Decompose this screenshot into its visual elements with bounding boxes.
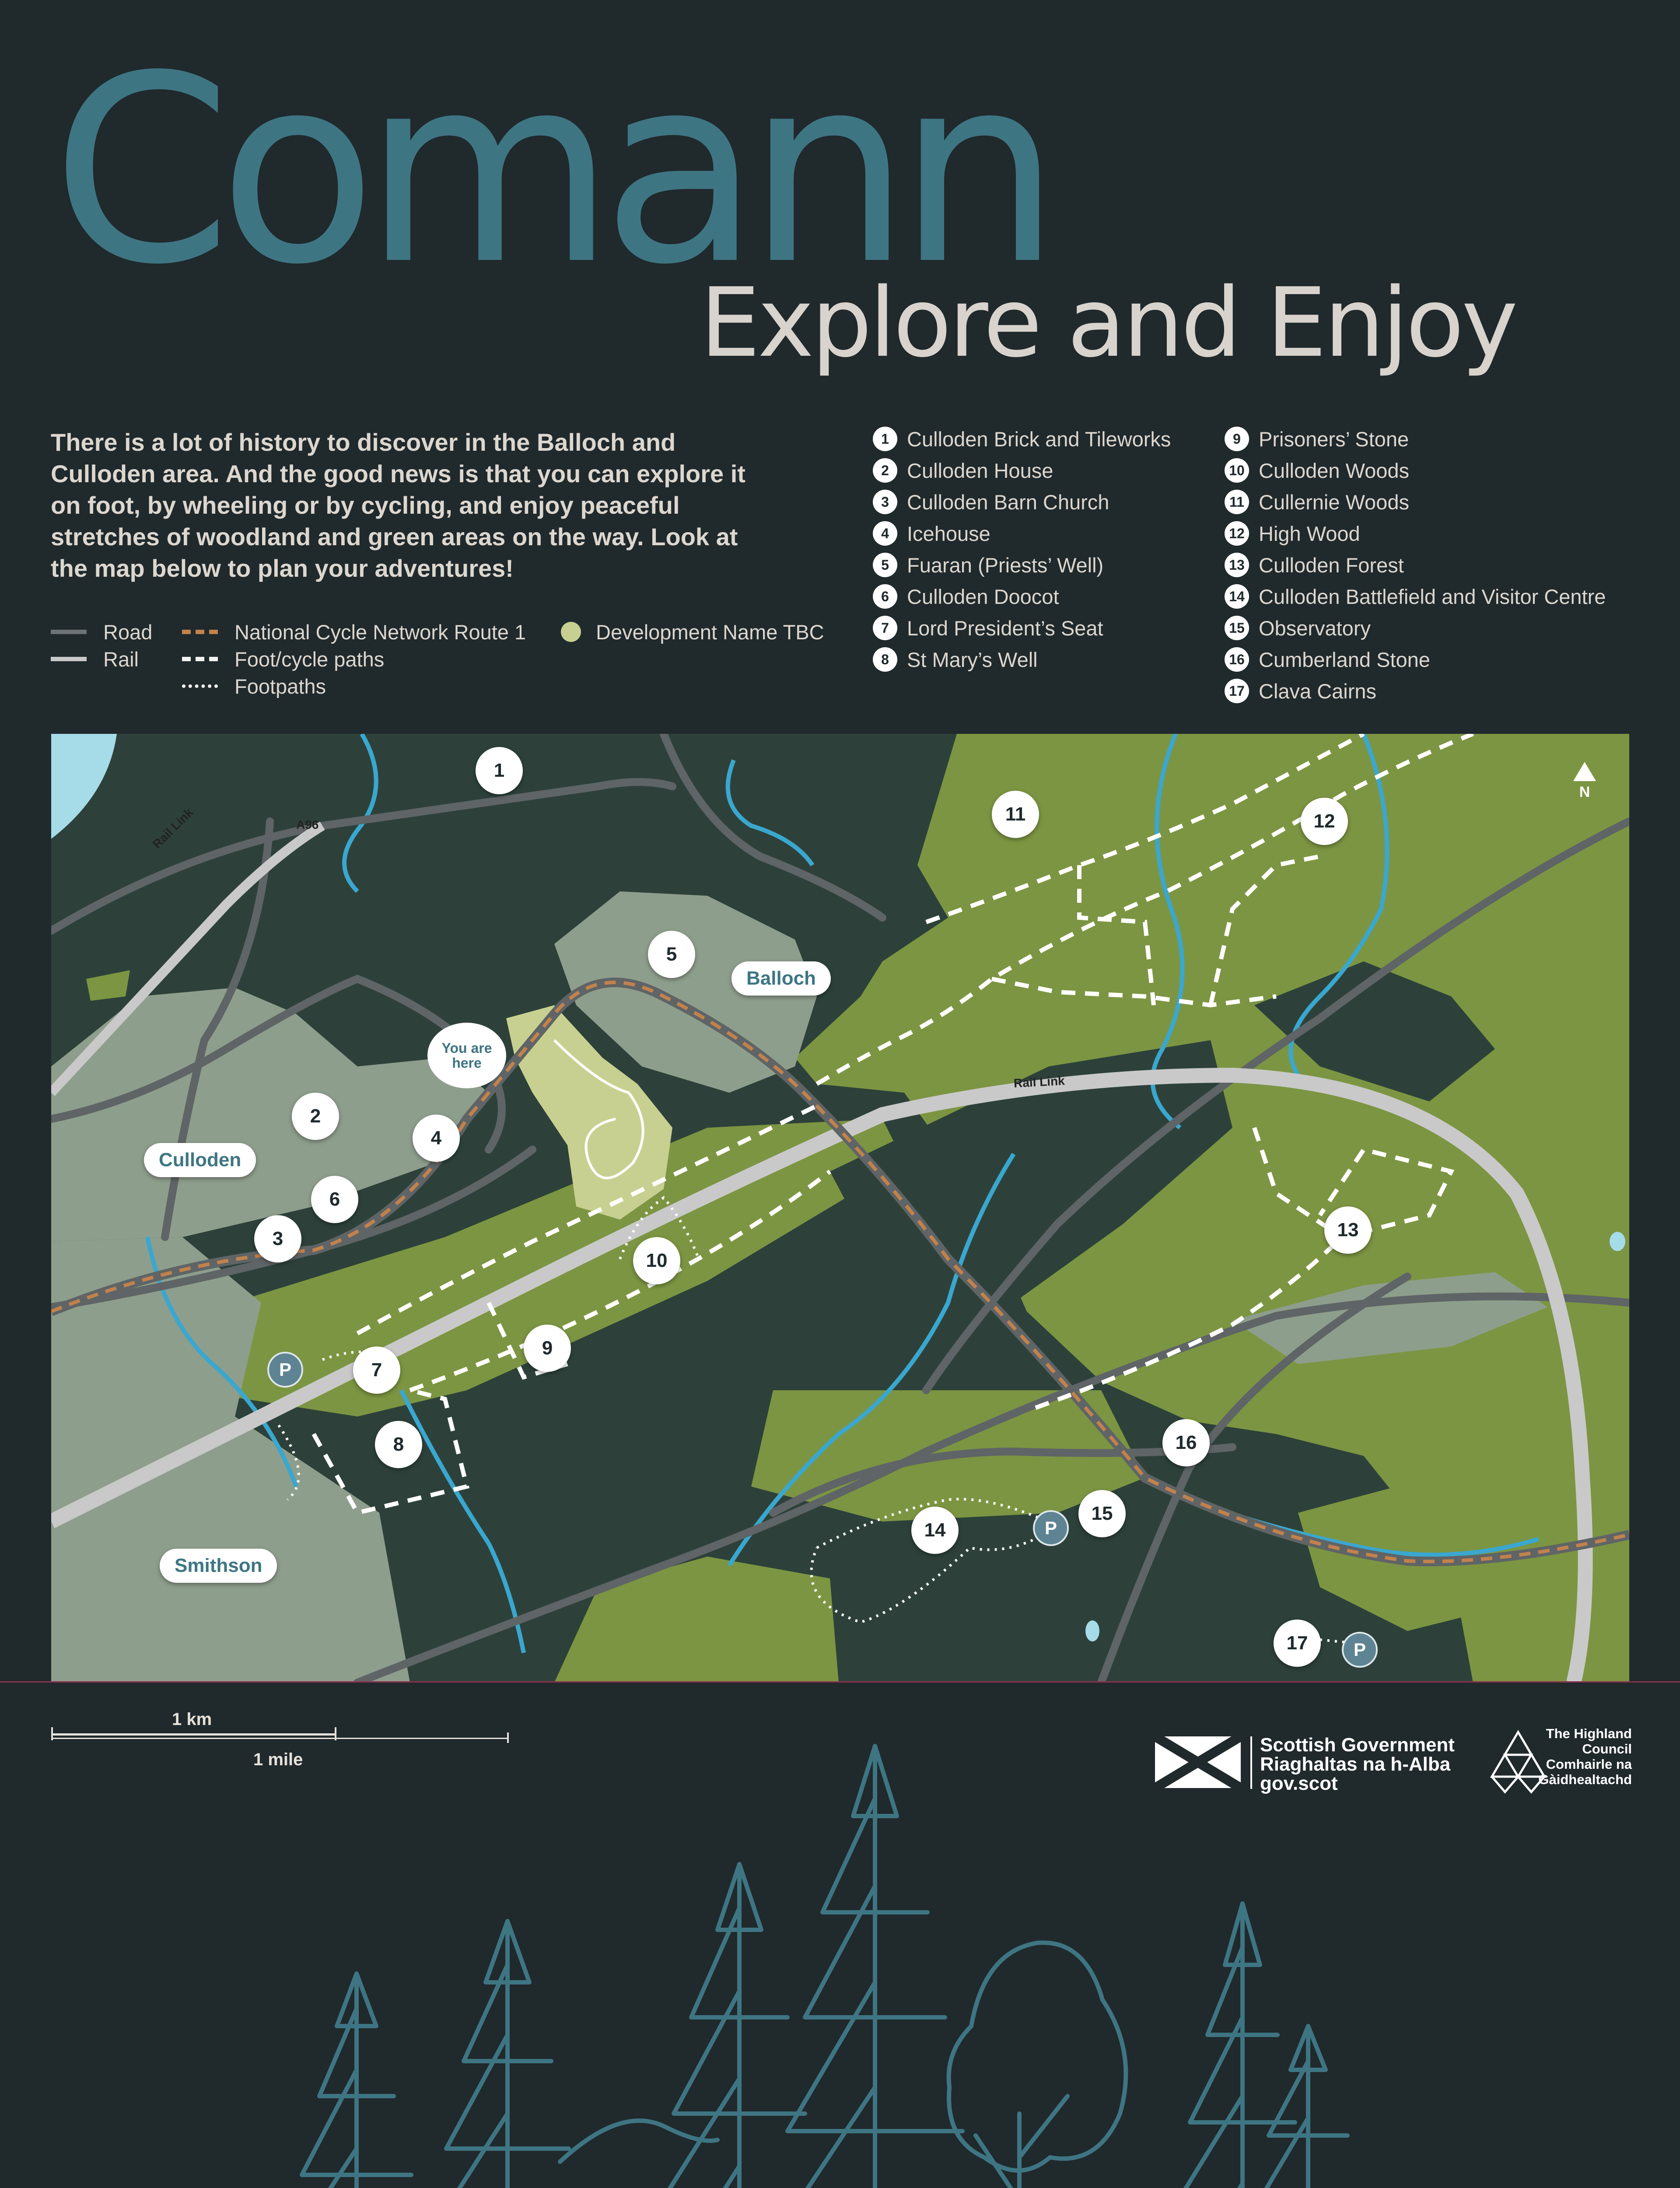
pine-tree-icon [752, 1746, 998, 2188]
poi-name: St Mary’s Well [907, 648, 1038, 671]
parking-icon: P [267, 1352, 303, 1388]
poi-number: 15 [1225, 616, 1249, 640]
poi-item [1225, 582, 1606, 611]
poi-item [873, 582, 1059, 611]
poi-name: Cumberland Stone [1259, 648, 1430, 671]
poi-marker-2[interactable]: 2 [292, 1093, 339, 1140]
poi-number: 9 [1225, 427, 1249, 451]
poi-item [873, 614, 1103, 642]
poi-name: Clava Cairns [1259, 679, 1377, 703]
points-of-interest-list [873, 424, 1660, 709]
poi-name: Culloden House [907, 459, 1054, 482]
pine-tree-icon [1155, 1904, 1330, 2188]
hill-outline [560, 2121, 718, 2162]
place-label-smithson: Smithson [160, 1549, 277, 1583]
poi-name: Culloden Battlefield and Visitor Centre [1259, 585, 1606, 608]
poi-marker-5[interactable]: 5 [648, 931, 695, 978]
legend-ncn [182, 619, 526, 645]
poi-item [873, 519, 990, 548]
poi-item [1225, 645, 1430, 674]
north-arrow-icon [1573, 762, 1596, 781]
poi-name: Culloden Doocot [907, 585, 1059, 608]
poi-item [1225, 424, 1409, 453]
poi-item [873, 551, 1103, 579]
legend-foot-cycle-label: Foot/cycle paths [234, 647, 385, 671]
road-label-rail-link: Rail Link [150, 805, 196, 851]
poi-number: 14 [1225, 584, 1249, 609]
deciduous-tree-icon [949, 1943, 1126, 2188]
poi-marker-7[interactable]: 7 [353, 1346, 400, 1394]
pond [1610, 1232, 1625, 1251]
road-label-a96: A96 [296, 818, 319, 831]
poi-number: 6 [873, 584, 897, 609]
poi-item [1225, 456, 1409, 485]
poi-marker-16[interactable]: 16 [1162, 1419, 1210, 1466]
poi-number: 11 [1225, 490, 1249, 514]
poi-marker-11[interactable]: 11 [992, 791, 1039, 838]
poi-marker-10[interactable]: 10 [633, 1237, 680, 1284]
place-label-culloden: Culloden [144, 1143, 256, 1177]
legend-development [561, 619, 824, 645]
poi-number: 1 [873, 427, 897, 451]
poi-name: High Wood [1259, 522, 1360, 545]
rail-swatch [51, 657, 87, 661]
legend-rail-label: Rail [103, 647, 139, 671]
poi-number: 16 [1225, 647, 1249, 672]
poi-name: Observatory [1259, 616, 1371, 640]
poi-item [873, 424, 1171, 453]
road-swatch [51, 630, 87, 634]
poi-item [873, 487, 1109, 516]
hc-line-1: The Highland [1546, 1726, 1632, 1741]
page-title: Comann [52, 21, 1048, 321]
poi-item [1225, 677, 1376, 705]
pine-tree-icon [267, 1974, 446, 2188]
pine-tree-icon [1238, 2026, 1378, 2188]
development-swatch [561, 622, 581, 642]
poi-number: 12 [1225, 521, 1249, 546]
legend-development-label: Development Name TBC [596, 620, 824, 644]
legend-footpaths [182, 673, 326, 699]
scale-km-label: 1 km [172, 1710, 212, 1729]
hc-line-2: Council [1582, 1741, 1632, 1757]
poi-marker-8[interactable]: 8 [375, 1421, 422, 1468]
intro-text: There is a lot of history to discover in the Balloch and Culloden area. And the good news is that you can explore it on foot, by wheeling or by cycling, and enjoy peaceful stretches of woodland and green areas on the way. Look at the map below to plan your adventures! [51, 428, 746, 582]
hc-line-4: Gàidhealtachd [1538, 1772, 1632, 1787]
legend-rail [51, 646, 139, 672]
forest-illustration [0, 1720, 1680, 2188]
poi-number: 13 [1225, 553, 1249, 577]
poi-item [1225, 551, 1404, 579]
place-label-balloch: Balloch [732, 961, 831, 996]
poi-marker-13[interactable]: 13 [1324, 1206, 1372, 1254]
poi-marker-1[interactable]: 1 [476, 747, 523, 794]
poi-number: 4 [873, 521, 897, 546]
poi-name: Culloden Barn Church [907, 490, 1110, 514]
footpath-swatch [182, 684, 218, 688]
legend-footpaths-label: Footpaths [234, 674, 326, 698]
legend-foot-cycle [182, 646, 384, 672]
hc-line-3: Comhairle na [1546, 1757, 1632, 1772]
ncn-swatch [182, 630, 218, 634]
map-legend [51, 619, 864, 702]
legend-road [51, 619, 152, 645]
legend-ncn-label: National Cycle Network Route 1 [234, 620, 526, 644]
poi-number: 8 [873, 647, 897, 672]
page-subtitle: Explore and Enjoy [700, 268, 1516, 379]
poi-item [1225, 614, 1371, 642]
poi-marker-9[interactable]: 9 [524, 1325, 571, 1372]
poi-marker-6[interactable]: 6 [311, 1176, 358, 1223]
poi-name: Cullernie Woods [1259, 490, 1409, 514]
north-label: N [1579, 784, 1590, 800]
poi-number: 10 [1225, 458, 1249, 483]
parking-icon: P [1342, 1632, 1378, 1668]
parking-icon: P [1033, 1510, 1069, 1546]
foot-cycle-swatch [182, 657, 218, 661]
poi-number: 2 [873, 458, 897, 483]
poi-name: Culloden Woods [1259, 459, 1410, 482]
you-are-here-marker: You are here [427, 1023, 506, 1088]
poi-number: 7 [873, 616, 897, 640]
poi-item [1225, 519, 1360, 548]
poi-item [873, 456, 1053, 485]
sg-line-3: gov.scot [1260, 1773, 1338, 1794]
scale-mile-label: 1 mile [253, 1750, 303, 1769]
poi-name: Culloden Forest [1259, 553, 1404, 577]
pond [1085, 1620, 1099, 1641]
poi-number: 17 [1225, 679, 1249, 703]
poi-name: Fuaran (Priests’ Well) [907, 553, 1104, 577]
poi-number: 3 [873, 490, 897, 514]
pine-tree-icon [639, 1864, 840, 2188]
poi-marker-14[interactable]: 14 [911, 1507, 959, 1554]
map-canvas [51, 734, 1629, 1683]
divider-line [0, 1681, 1680, 1683]
poi-name: Lord President’s Seat [907, 616, 1103, 640]
poi-marker-4[interactable]: 4 [413, 1115, 460, 1162]
poi-number: 5 [873, 553, 897, 577]
poi-marker-15[interactable]: 15 [1078, 1490, 1126, 1537]
poi-marker-3[interactable]: 3 [254, 1215, 301, 1262]
poi-name: Prisoners’ Stone [1259, 427, 1409, 451]
poi-name: Culloden Brick and Tileworks [907, 427, 1171, 451]
poi-marker-12[interactable]: 12 [1301, 798, 1348, 845]
legend-road-label: Road [103, 620, 153, 644]
sg-line-2: Riaghaltas na h-Alba [1260, 1753, 1451, 1775]
poi-name: Icehouse [907, 522, 990, 545]
road-label-rail-link: Rail Link [1013, 1073, 1065, 1090]
trail-map[interactable] [51, 734, 1629, 1683]
sg-line-1: Scottish Government [1260, 1734, 1455, 1756]
poi-marker-17[interactable]: 17 [1274, 1620, 1321, 1667]
poi-item [1225, 487, 1409, 516]
poi-item [873, 645, 1038, 674]
north-arrow [1572, 762, 1598, 801]
